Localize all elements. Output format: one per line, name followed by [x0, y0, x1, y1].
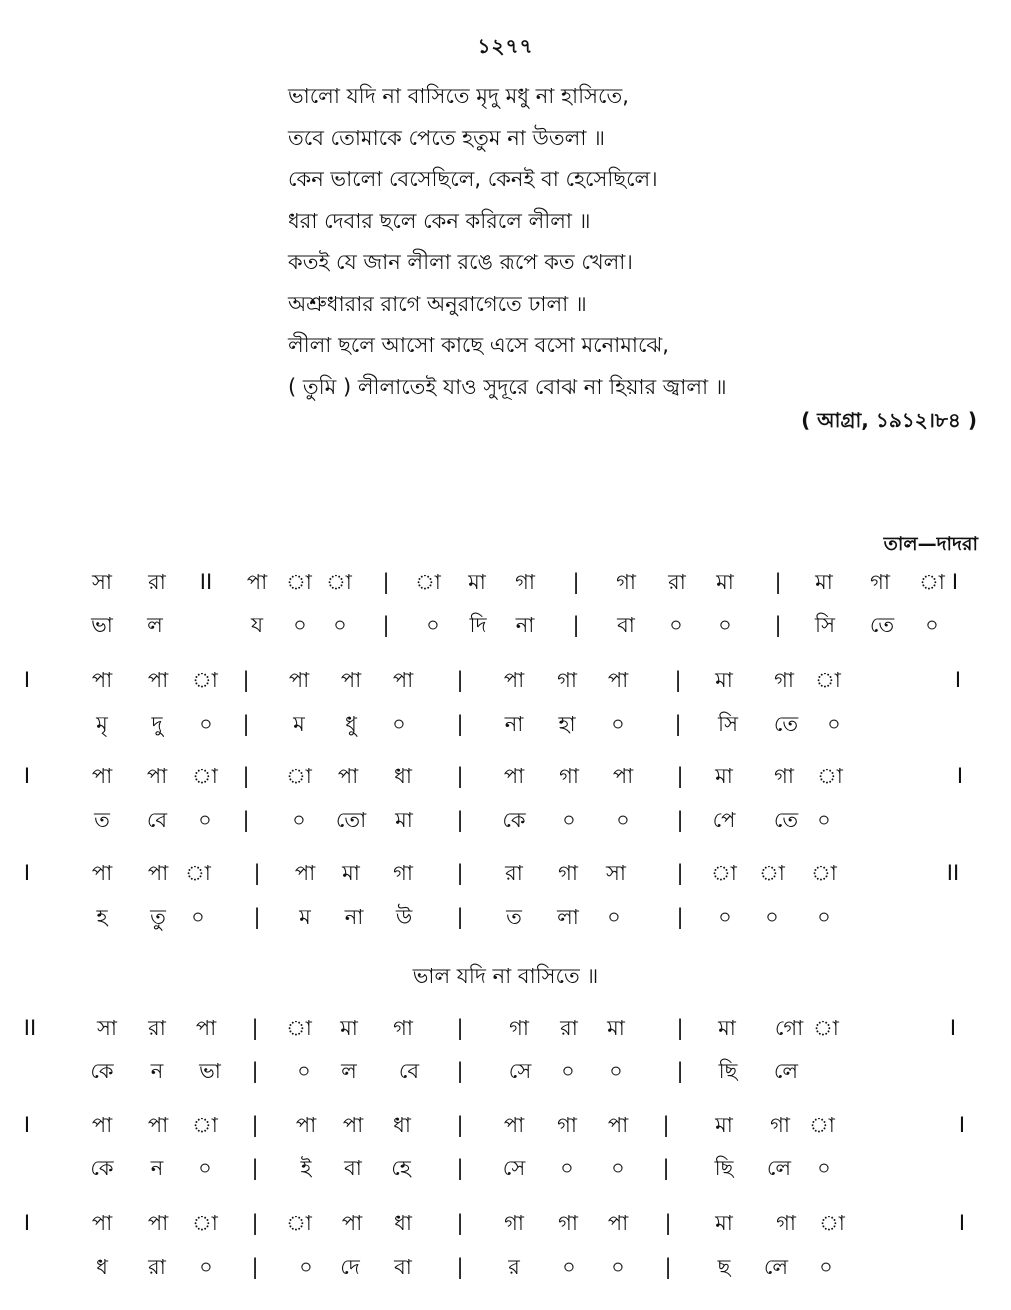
lyric-syllable: ০: [297, 1059, 311, 1083]
beat-separator: |: [253, 861, 261, 885]
swara-note: রা: [148, 1016, 166, 1040]
swara-note: মা: [715, 1211, 733, 1235]
beat-separator: |: [251, 1016, 259, 1040]
swara-note: মা: [715, 668, 733, 692]
beat-separator: |: [242, 808, 250, 832]
source-date: ( আগ্রা, ১৯১২।৮৪ ): [801, 408, 977, 432]
swara-note: পা: [342, 1113, 364, 1137]
refrain-marker: ভাল যদি না বাসিতে ॥: [412, 964, 599, 988]
beat-separator: |: [242, 668, 250, 692]
bar-line: II: [23, 1016, 37, 1040]
lyric-syllable: ০: [611, 1156, 625, 1180]
swara-note: া: [819, 1211, 845, 1235]
lyric-syllable: ল: [341, 1059, 357, 1083]
lyric-line: লীলা ছলে আসো কাছে এসে বসো মনোমাঝে,: [288, 333, 669, 357]
lyric-line: ( তুমি ) লীলাতেই যাও সুদূরে বোঝ না হিয়ার জ্বালা ॥: [288, 374, 727, 399]
lyric-syllable: ছি: [718, 1059, 738, 1083]
lyric-syllable: হা: [558, 712, 576, 736]
lyric-syllable: দু: [151, 712, 163, 736]
bar-line: I: [23, 1113, 31, 1137]
beat-separator: |: [242, 712, 250, 736]
swara-note: পা: [295, 1113, 317, 1137]
bar-line: I: [954, 668, 962, 692]
swara-note: পা: [337, 764, 359, 788]
bar-line: I: [958, 1211, 966, 1235]
lyric-syllable: ০: [293, 613, 307, 637]
lyric-syllable: ০: [817, 808, 831, 832]
swara-note: পা: [294, 861, 316, 885]
swara-note: রা: [560, 1016, 578, 1040]
beat-separator: |: [456, 712, 464, 736]
beat-separator: |: [251, 1255, 259, 1279]
swara-note: পা: [91, 861, 113, 885]
lyric-syllable: ০: [718, 905, 732, 929]
swara-note: া: [815, 668, 841, 692]
swara-note: মা: [718, 1016, 736, 1040]
swara-note: গা: [558, 861, 578, 885]
lyric-syllable: ০: [198, 808, 212, 832]
bar-line: I: [23, 861, 31, 885]
swara-note: গা: [616, 570, 636, 594]
swara-note: পা: [91, 668, 113, 692]
swara-note: পা: [612, 764, 634, 788]
beat-separator: |: [456, 1059, 464, 1083]
lyric-syllable: ম: [293, 712, 305, 736]
swara-note: া: [286, 1211, 312, 1235]
swara-note: মা: [715, 764, 733, 788]
lyric-syllable: রা: [148, 1255, 166, 1279]
lyric-syllable: তু: [150, 905, 166, 929]
lyric-syllable: ন: [150, 1059, 164, 1083]
lyric-syllable: কে: [90, 1059, 114, 1083]
swara-note: রা: [148, 570, 166, 594]
swara-note: পা: [503, 1113, 525, 1137]
swara-note: সা: [606, 861, 626, 885]
lyric-syllable: ০: [562, 1255, 576, 1279]
beat-separator: |: [662, 1156, 670, 1180]
lyric-syllable: ০: [817, 905, 831, 929]
beat-separator: |: [456, 1113, 464, 1137]
lyric-syllable: বা: [344, 1156, 362, 1180]
lyric-syllable: ০: [292, 808, 306, 832]
beat-separator: |: [456, 1156, 464, 1180]
lyric-syllable: ০: [925, 613, 939, 637]
swara-note: রা: [668, 570, 686, 594]
swara-note: ধা: [394, 1211, 412, 1235]
swara-note: পা: [503, 764, 525, 788]
lyric-syllable: ০: [560, 1156, 574, 1180]
lyric-syllable: ০: [299, 1255, 313, 1279]
lyric-syllable: তে: [773, 712, 799, 736]
swara-note: মা: [715, 1113, 733, 1137]
swara-note: া: [192, 668, 218, 692]
swara-note: পা: [147, 668, 169, 692]
beat-separator: |: [456, 861, 464, 885]
beat-separator: |: [456, 905, 464, 929]
beat-separator: |: [676, 764, 684, 788]
beat-separator: |: [676, 905, 684, 929]
lyric-syllable: না: [515, 613, 535, 637]
lyric-syllable: য: [250, 613, 264, 637]
swara-note: ধা: [394, 764, 412, 788]
swara-note: গা: [558, 1211, 578, 1235]
lyric-syllable: ০: [718, 613, 732, 637]
lyric-syllable: ই: [300, 1156, 312, 1180]
swara-note: া: [711, 861, 737, 885]
swara-note: গা: [509, 1016, 529, 1040]
swara-note: পা: [91, 764, 113, 788]
lyric-syllable: র: [508, 1255, 520, 1279]
swara-note: গা: [774, 764, 794, 788]
lyric-syllable: লে: [763, 1255, 789, 1279]
lyric-syllable: ০: [611, 712, 625, 736]
beat-separator: |: [242, 764, 250, 788]
swara-note: মা: [815, 570, 833, 594]
beat-separator: |: [251, 1059, 259, 1083]
swara-note: রা: [505, 861, 523, 885]
swara-note: গা: [559, 764, 579, 788]
lyric-syllable: বে: [146, 808, 168, 832]
lyric-syllable: তো: [335, 808, 367, 832]
swara-note: া: [415, 570, 441, 594]
lyric-syllable: কে: [90, 1156, 114, 1180]
lyric-syllable: না: [504, 712, 524, 736]
lyric-syllable: ০: [819, 1255, 833, 1279]
swara-note: মা: [607, 1016, 625, 1040]
bar-line: I: [951, 570, 959, 594]
lyric-syllable: ০: [426, 613, 440, 637]
lyric-syllable: ০: [392, 712, 406, 736]
lyric-syllable: লে: [773, 1059, 799, 1083]
swara-note: া: [759, 861, 785, 885]
swara-note: পা: [91, 1211, 113, 1235]
lyric-syllable: ০: [611, 1255, 625, 1279]
beat-separator: |: [676, 861, 684, 885]
lyric-syllable: ছি: [714, 1156, 734, 1180]
bar-line: I: [23, 764, 31, 788]
lyric-syllable: দি: [469, 613, 487, 637]
lyric-syllable: কে: [502, 808, 526, 832]
lyric-syllable: লে: [766, 1156, 792, 1180]
beat-separator: |: [674, 668, 682, 692]
swara-note: া: [809, 1113, 835, 1137]
swara-note: া: [192, 764, 218, 788]
beat-separator: |: [676, 1059, 684, 1083]
swara-note: পা: [146, 764, 168, 788]
bar-line: I: [949, 1016, 957, 1040]
swara-note: গা: [393, 861, 413, 885]
lyric-syllable: ০: [191, 905, 205, 929]
swara-note: ধা: [393, 1113, 411, 1137]
swara-note: গা: [557, 668, 577, 692]
swara-note: া: [192, 1113, 218, 1137]
lyric-line: অশ্রুধারার রাগে অনুরাগেতে ঢালা ॥: [288, 291, 587, 316]
swara-note: পা: [607, 668, 629, 692]
bar-line: I: [958, 1113, 966, 1137]
lyric-syllable: হে: [391, 1156, 411, 1180]
beat-separator: |: [456, 668, 464, 692]
lyric-syllable: ভা: [199, 1059, 221, 1083]
beat-separator: |: [251, 1211, 259, 1235]
swara-note: গা: [557, 1113, 577, 1137]
lyric-syllable: ০: [561, 1059, 575, 1083]
lyric-syllable: ০: [827, 712, 841, 736]
beat-separator: |: [251, 1156, 259, 1180]
swara-note: মা: [342, 861, 360, 885]
swara-note: পা: [288, 668, 310, 692]
lyric-syllable: ০: [562, 808, 576, 832]
swara-note: মা: [716, 570, 734, 594]
lyric-line: ধরা দেবার ছলে কেন করিলে লীলা ॥: [288, 208, 591, 233]
lyric-syllable: সি: [815, 613, 835, 637]
page-number: ১২৭৭: [477, 34, 534, 58]
swara-note: পা: [91, 1113, 113, 1137]
beat-separator: |: [662, 1113, 670, 1137]
lyric-syllable: তে: [869, 613, 895, 637]
lyric-syllable: ধু: [345, 712, 357, 736]
beat-separator: |: [572, 613, 580, 637]
swara-note: পা: [147, 861, 169, 885]
swara-note: গা: [770, 1113, 790, 1137]
beat-separator: |: [664, 1255, 672, 1279]
swara-note: পা: [607, 1211, 629, 1235]
beat-separator: |: [774, 613, 782, 637]
lyric-syllable: ০: [199, 712, 213, 736]
lyric-syllable: সে: [502, 1156, 526, 1180]
bar-line: II: [199, 570, 213, 594]
bar-line: I: [23, 668, 31, 692]
swara-note: পা: [340, 668, 362, 692]
swara-note: া: [811, 861, 837, 885]
lyric-line: কেন ভালো বেসেছিলে, কেনই বা হেসেছিলে।: [288, 167, 658, 191]
swara-note: া: [185, 861, 211, 885]
lyric-syllable: ০: [609, 1059, 623, 1083]
lyric-syllable: পে: [712, 808, 736, 832]
swara-note: পা: [195, 1016, 217, 1040]
swara-note: া: [919, 570, 945, 594]
lyric-syllable: দে: [340, 1255, 360, 1279]
lyric-syllable: না: [344, 905, 364, 929]
swara-note: সা: [97, 1016, 117, 1040]
swara-note: গা: [776, 1211, 796, 1235]
swara-note: পা: [341, 1211, 363, 1235]
lyric-syllable: ০: [669, 613, 683, 637]
lyric-syllable: ত: [94, 808, 110, 832]
lyric-syllable: বা: [394, 1255, 412, 1279]
beat-separator: |: [456, 1211, 464, 1235]
swara-note: পা: [246, 570, 268, 594]
swara-note: পা: [147, 1211, 169, 1235]
beat-separator: |: [674, 712, 682, 736]
swara-note: গো: [774, 1016, 804, 1040]
beat-separator: |: [774, 570, 782, 594]
bar-line: II: [946, 861, 960, 885]
lyric-syllable: সে: [508, 1059, 532, 1083]
beat-separator: |: [664, 1211, 672, 1235]
swara-note: া: [192, 1211, 218, 1235]
lyric-syllable: বে: [398, 1059, 420, 1083]
beat-separator: |: [253, 905, 261, 929]
swara-note: া: [286, 1016, 312, 1040]
bar-line: I: [23, 1211, 31, 1235]
beat-separator: |: [382, 570, 390, 594]
lyric-syllable: মৃ: [96, 712, 108, 736]
swara-note: গা: [393, 1016, 413, 1040]
lyric-line: তবে তোমাকে পেতে হতুম না উতলা ॥: [288, 125, 605, 150]
swara-note: া: [817, 764, 843, 788]
lyric-syllable: ০: [607, 905, 621, 929]
beat-separator: |: [251, 1113, 259, 1137]
lyric-syllable: ল: [147, 613, 163, 637]
tala-label: তাল—দাদরা: [883, 533, 978, 555]
lyric-line: ভালো যদি না বাসিতে মৃদু মধু না হাসিতে,: [288, 84, 629, 108]
swara-note: া: [286, 764, 312, 788]
lyric-syllable: ০: [817, 1156, 831, 1180]
beat-separator: |: [572, 570, 580, 594]
beat-separator: |: [456, 1255, 464, 1279]
swara-note: গা: [515, 570, 535, 594]
lyric-syllable: মা: [395, 808, 413, 832]
beat-separator: |: [676, 1016, 684, 1040]
swara-note: গা: [870, 570, 890, 594]
swara-note: মা: [340, 1016, 358, 1040]
lyric-syllable: ম: [299, 905, 311, 929]
lyric-syllable: ০: [198, 1156, 212, 1180]
swara-note: া: [286, 570, 312, 594]
lyric-syllable: উ: [395, 905, 413, 929]
lyric-syllable: ০: [199, 1255, 213, 1279]
beat-separator: |: [456, 1016, 464, 1040]
lyric-syllable: তে: [773, 808, 799, 832]
lyric-syllable: ০: [333, 613, 347, 637]
lyric-syllable: ন: [150, 1156, 164, 1180]
beat-separator: |: [456, 808, 464, 832]
lyric-line: কতই যে জান লীলা রঙে রূপে কত খেলা।: [288, 250, 633, 274]
swara-note: মা: [468, 570, 486, 594]
lyric-syllable: হ: [96, 905, 108, 929]
lyric-syllable: ০: [616, 808, 630, 832]
swara-note: পা: [392, 668, 414, 692]
lyrics-block: [288, 76, 727, 408]
swara-note: া: [326, 570, 352, 594]
lyric-syllable: লা: [557, 905, 579, 929]
swara-note: পা: [147, 1113, 169, 1137]
swara-note: সা: [92, 570, 112, 594]
swara-note: া: [813, 1016, 839, 1040]
lyric-syllable: বা: [617, 613, 635, 637]
lyric-syllable: ০: [765, 905, 779, 929]
beat-separator: |: [382, 613, 390, 637]
swara-note: পা: [503, 668, 525, 692]
swara-note: পা: [607, 1113, 629, 1137]
lyric-syllable: ভা: [91, 613, 113, 637]
beat-separator: |: [456, 764, 464, 788]
swara-note: গা: [774, 668, 794, 692]
lyric-syllable: ত: [506, 905, 522, 929]
lyric-syllable: ছ: [717, 1255, 731, 1279]
beat-separator: |: [676, 808, 684, 832]
lyric-syllable: ধ: [96, 1255, 108, 1279]
bar-line: I: [956, 764, 964, 788]
swara-note: গা: [504, 1211, 524, 1235]
lyric-syllable: সি: [718, 712, 738, 736]
